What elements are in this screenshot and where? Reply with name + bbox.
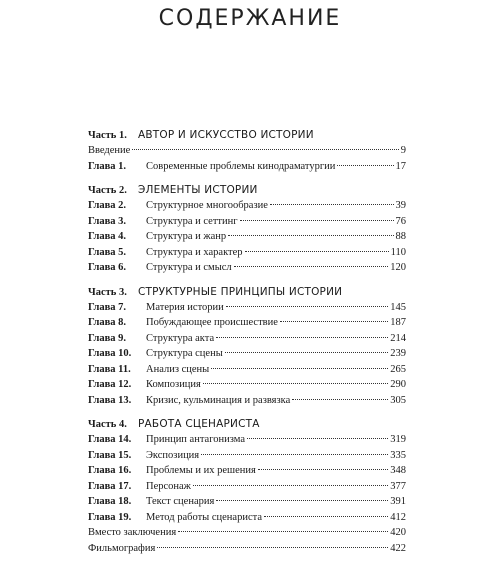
part-label: Часть 1.: [88, 130, 127, 141]
part-label: Часть 4.: [88, 419, 127, 430]
part-title: РАБОТА СЦЕНАРИСТА: [138, 418, 260, 430]
chapter-label: Глава 7.: [88, 301, 127, 313]
dot-leader: [270, 204, 394, 205]
page-number: 110: [390, 246, 406, 258]
dot-leader: [337, 165, 393, 166]
dot-leader: [280, 321, 388, 322]
page-number: 239: [390, 348, 406, 359]
toc-chapter-entry[interactable]: [88, 448, 406, 464]
chapter-label: Глава 4.: [88, 231, 127, 242]
dot-leader: [245, 251, 389, 252]
dot-leader: [211, 368, 388, 369]
page-number: 17: [395, 160, 406, 172]
page-number: 120: [390, 262, 406, 273]
toc-chapter-entry[interactable]: [88, 315, 406, 331]
entry-title: Структура и смысл: [146, 262, 232, 273]
toc-chapter-entry[interactable]: [88, 393, 406, 409]
entry-title: Структура сцены: [146, 348, 223, 359]
part-heading: [88, 127, 406, 143]
chapter-label: Глава 10.: [88, 348, 132, 359]
toc-chapter-entry[interactable]: [88, 479, 406, 495]
chapter-label: Глава 3.: [88, 215, 127, 227]
page-number: 76: [395, 215, 406, 227]
toc-section-entry[interactable]: [88, 541, 406, 557]
dot-leader: [132, 149, 398, 150]
entry-title: Структура акта: [146, 332, 215, 344]
toc-chapter-entry[interactable]: [88, 214, 406, 230]
page-number: 88: [395, 231, 406, 242]
page-number: 391: [390, 496, 406, 507]
chapter-label: Глава 15.: [88, 449, 132, 461]
entry-title: Структура и жанр: [146, 231, 227, 242]
entry-title: Побуждающее происшествие: [146, 317, 278, 328]
dot-leader: [228, 235, 393, 236]
page-title: СОДЕРЖАНИЕ: [158, 6, 342, 31]
entry-title: Композиция: [146, 379, 201, 390]
page-number: 187: [390, 317, 406, 328]
toc-chapter-entry[interactable]: [88, 494, 406, 510]
dot-leader: [240, 220, 394, 221]
page-number: 319: [390, 434, 406, 445]
entry-title: Кризис, кульминация и развязка: [146, 394, 291, 406]
toc-chapter-entry[interactable]: [88, 198, 406, 214]
dot-leader: [216, 500, 388, 501]
part-heading: [88, 284, 406, 300]
dot-leader: [203, 383, 388, 384]
entry-title: Персонаж: [146, 480, 191, 492]
dot-leader: [216, 337, 388, 338]
toc-chapter-entry[interactable]: [88, 331, 406, 347]
entry-title: Структура и сеттинг: [146, 215, 238, 227]
dot-leader: [292, 399, 388, 400]
toc-part: [88, 127, 406, 174]
dot-leader: [264, 516, 388, 517]
chapter-label: Глава 19.: [88, 511, 132, 523]
page-number: 39: [395, 200, 406, 211]
chapter-label: Глава 16.: [88, 465, 132, 476]
dot-leader: [247, 438, 388, 439]
entry-title: Структурное многообразие: [146, 200, 268, 211]
part-title: СТРУКТУРНЫЕ ПРИНЦИПЫ ИСТОРИИ: [138, 285, 343, 298]
chapter-label: Глава 18.: [88, 496, 132, 507]
page-number: 377: [390, 480, 406, 492]
table-of-contents: [88, 127, 406, 564]
toc-section-entry[interactable]: [88, 143, 406, 159]
toc-chapter-entry[interactable]: [88, 362, 406, 378]
page-number: 265: [390, 363, 406, 375]
part-heading: [88, 416, 406, 432]
chapter-label: Глава 14.: [88, 434, 132, 445]
toc-chapter-entry[interactable]: [88, 159, 406, 175]
chapter-label: Глава 1.: [88, 160, 127, 172]
entry-title: Анализ сцены: [146, 363, 210, 375]
entry-title: Текст сценария: [146, 496, 215, 507]
chapter-label: Глава 17.: [88, 480, 132, 492]
page-number: 420: [390, 527, 406, 538]
toc-chapter-entry[interactable]: [88, 432, 406, 448]
page-number: 422: [390, 542, 406, 554]
entry-title: Метод работы сценариста: [146, 511, 262, 523]
toc-chapter-entry[interactable]: [88, 377, 406, 393]
chapter-label: Глава 5.: [88, 246, 127, 258]
entry-title: Фильмография: [88, 542, 156, 554]
chapter-label: Глава 9.: [88, 332, 127, 344]
dot-leader: [225, 352, 388, 353]
dot-leader: [226, 306, 388, 307]
toc-chapter-entry[interactable]: [88, 245, 406, 261]
toc-chapter-entry[interactable]: [88, 510, 406, 526]
page-number: 214: [390, 332, 406, 344]
page-number: 290: [390, 379, 406, 390]
dot-leader: [234, 266, 389, 267]
page-number: 145: [390, 301, 406, 313]
dot-leader: [178, 531, 388, 532]
chapter-label: Глава 6.: [88, 262, 127, 273]
entry-title: Принцип антагонизма: [146, 434, 245, 445]
dot-leader: [193, 485, 388, 486]
toc-part: [88, 182, 406, 276]
dot-leader: [258, 469, 388, 470]
entry-title: Вместо заключения: [88, 527, 177, 538]
chapter-label: Глава 2.: [88, 200, 127, 211]
dot-leader: [157, 547, 388, 548]
entry-title: Экспозиция: [146, 449, 200, 461]
chapter-label: Глава 8.: [88, 317, 127, 328]
chapter-label: Глава 13.: [88, 394, 132, 406]
page-number: 335: [390, 449, 406, 461]
toc-part: [88, 416, 406, 556]
toc-chapter-entry[interactable]: [88, 346, 406, 362]
entry-title: Материя истории: [146, 301, 224, 313]
chapter-label: Глава 12.: [88, 379, 132, 390]
entry-title: Современные проблемы кинодраматургии: [146, 160, 336, 172]
toc-part: [88, 284, 406, 409]
page-number: 412: [390, 511, 406, 523]
dot-leader: [201, 454, 388, 455]
chapter-label: Глава 11.: [88, 363, 131, 375]
part-heading: [88, 182, 406, 198]
part-title: АВТОР И ИСКУССТВО ИСТОРИИ: [138, 129, 314, 141]
toc-chapter-entry[interactable]: [88, 300, 406, 316]
toc-chapter-entry[interactable]: [88, 260, 406, 276]
part-title: ЭЛЕМЕНТЫ ИСТОРИИ: [138, 184, 258, 196]
entry-title: Структура и характер: [146, 246, 243, 258]
entry-title: Введение: [88, 145, 131, 156]
page-number: 305: [390, 394, 406, 406]
page-number: 348: [390, 465, 406, 476]
page-number: 9: [400, 145, 406, 156]
toc-chapter-entry[interactable]: [88, 463, 406, 479]
part-label: Часть 2.: [88, 185, 127, 196]
toc-chapter-entry[interactable]: [88, 229, 406, 245]
part-label: Часть 3.: [88, 286, 127, 298]
toc-section-entry[interactable]: [88, 525, 406, 541]
entry-title: Проблемы и их решения: [146, 465, 256, 476]
